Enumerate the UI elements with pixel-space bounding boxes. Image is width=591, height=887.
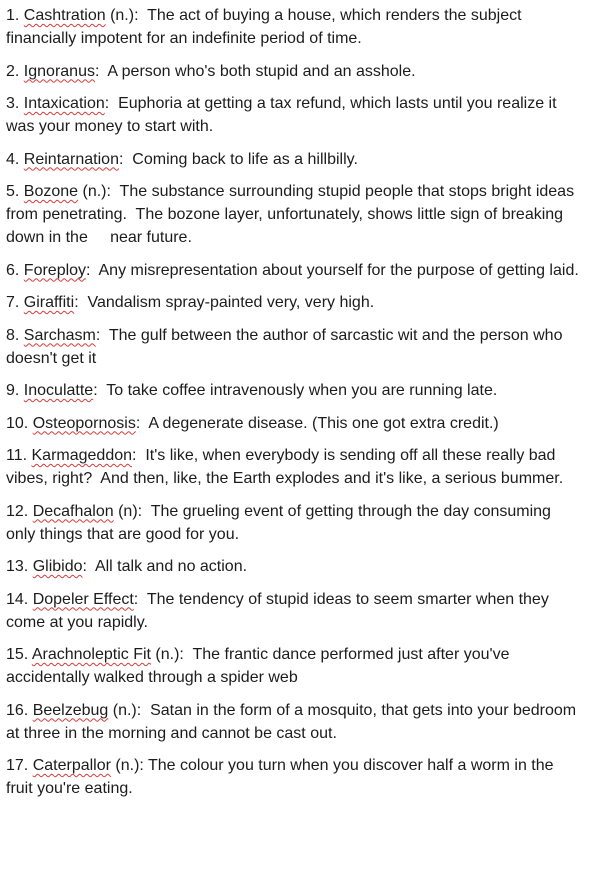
entry-term: Karmageddon [31, 447, 133, 464]
definition-entry [6, 60, 581, 83]
entry-term: Osteopornosis [32, 414, 136, 432]
entry-definition: : A person who's both stupid and an asshole. [94, 62, 416, 80]
entry-definition: : Coming back to life as a hillbilly. [118, 150, 358, 168]
definition-entry [6, 555, 581, 578]
definition-entry [6, 180, 581, 249]
entry-term: Glibido [32, 558, 83, 575]
entry-number: 14. [6, 590, 33, 608]
entry-term: Foreploy [23, 261, 87, 279]
entry-definition: (n.): Satan in the form of a mosquito, that gets into your bedroom at three in the morning and cannot be cast out. [6, 701, 581, 742]
definition-entry [6, 324, 581, 370]
entry-term: Intaxication [23, 95, 105, 112]
entry-term: Giraffiti [23, 294, 75, 311]
entry-term: Inoculatte [23, 382, 94, 399]
entry-number: 3. [6, 95, 24, 112]
definition-entry [6, 699, 581, 745]
entry-definition: : To take coffee intravenously when you are running late. [93, 382, 498, 399]
entry-term: Caterpallor [32, 757, 111, 774]
entry-term: Bozone [23, 183, 79, 200]
entry-definition: : Vandalism spray-painted very, very high. [74, 294, 375, 311]
entry-number: 16. [6, 701, 33, 719]
definition-entry [6, 92, 581, 138]
definition-entry [6, 754, 581, 800]
entry-definition: (n.): The colour you turn when you discover half a worm in the fruit you're eating. [6, 757, 558, 797]
entry-definition: : Euphoria at getting a tax refund, which lasts until you realize it was your money to start with. [6, 95, 561, 135]
entry-number: 8. [6, 326, 24, 344]
definition-entry [6, 444, 581, 490]
entry-number: 13. [6, 558, 33, 575]
entry-definition: (n.): The substance surrounding stupid people that stops bright ideas from penetrating. The bozone layer, unfortunately, shows little sign of breaking down in the near future. [6, 183, 579, 246]
entry-term: Beelzebug [32, 701, 109, 719]
entry-number: 6. [6, 261, 24, 279]
definition-entry [6, 259, 581, 282]
entry-term: Reintarnation [23, 150, 119, 168]
definition-entry [6, 379, 581, 402]
entry-number: 11. [6, 447, 32, 464]
entry-number: 9. [6, 382, 24, 399]
entry-number: 12. [6, 502, 33, 520]
entry-definition: : A degenerate disease. (This one got extra credit.) [135, 414, 499, 432]
entry-number: 4. [6, 150, 24, 168]
entry-term: Arachnoleptic Fit [31, 646, 151, 663]
definition-entry [6, 148, 581, 171]
entry-definition: : The gulf between the author of sarcastic wit and the person who doesn't get it [6, 326, 567, 367]
entry-number: 7. [6, 294, 24, 311]
entry-term: Dopeler Effect [32, 590, 134, 608]
entry-number: 17. [6, 757, 33, 774]
entry-number: 5. [6, 183, 24, 200]
entry-definition: (n.): The frantic dance performed just after you've accidentally walked through a spider web [6, 646, 514, 686]
definition-entry [6, 643, 581, 689]
definition-entry [6, 500, 581, 546]
entry-number: 10. [6, 414, 33, 432]
entry-term: Ignoranus [23, 62, 95, 80]
entry-definition: : Any misrepresentation about yourself for the purpose of getting laid. [86, 261, 579, 279]
entry-number: 1. [6, 7, 24, 24]
definition-entry [6, 4, 581, 50]
definition-entry [6, 412, 581, 435]
definition-entry [6, 588, 581, 634]
entry-term: Sarchasm [23, 326, 96, 344]
entry-definition: (n.): The act of buying a house, which renders the subject financially impotent for an indefinite period of time. [6, 7, 527, 47]
entry-definition: : All talk and no action. [82, 558, 248, 575]
entry-number: 15. [6, 646, 32, 663]
entry-number: 2. [6, 62, 24, 80]
entry-definition: : It's like, when everybody is sending off all these really bad vibes, right? And then, like, the Earth explodes and it's like, a serious bummer. [6, 447, 564, 487]
entry-definition: : The tendency of stupid ideas to seem smarter when they come at you rapidly. [6, 590, 554, 631]
entry-term: Cashtration [23, 7, 106, 24]
entry-term: Decafhalon [32, 502, 114, 520]
definition-entry [6, 291, 581, 314]
entry-definition: (n): The grueling event of getting through the day consuming only things that are good for you. [6, 502, 556, 543]
